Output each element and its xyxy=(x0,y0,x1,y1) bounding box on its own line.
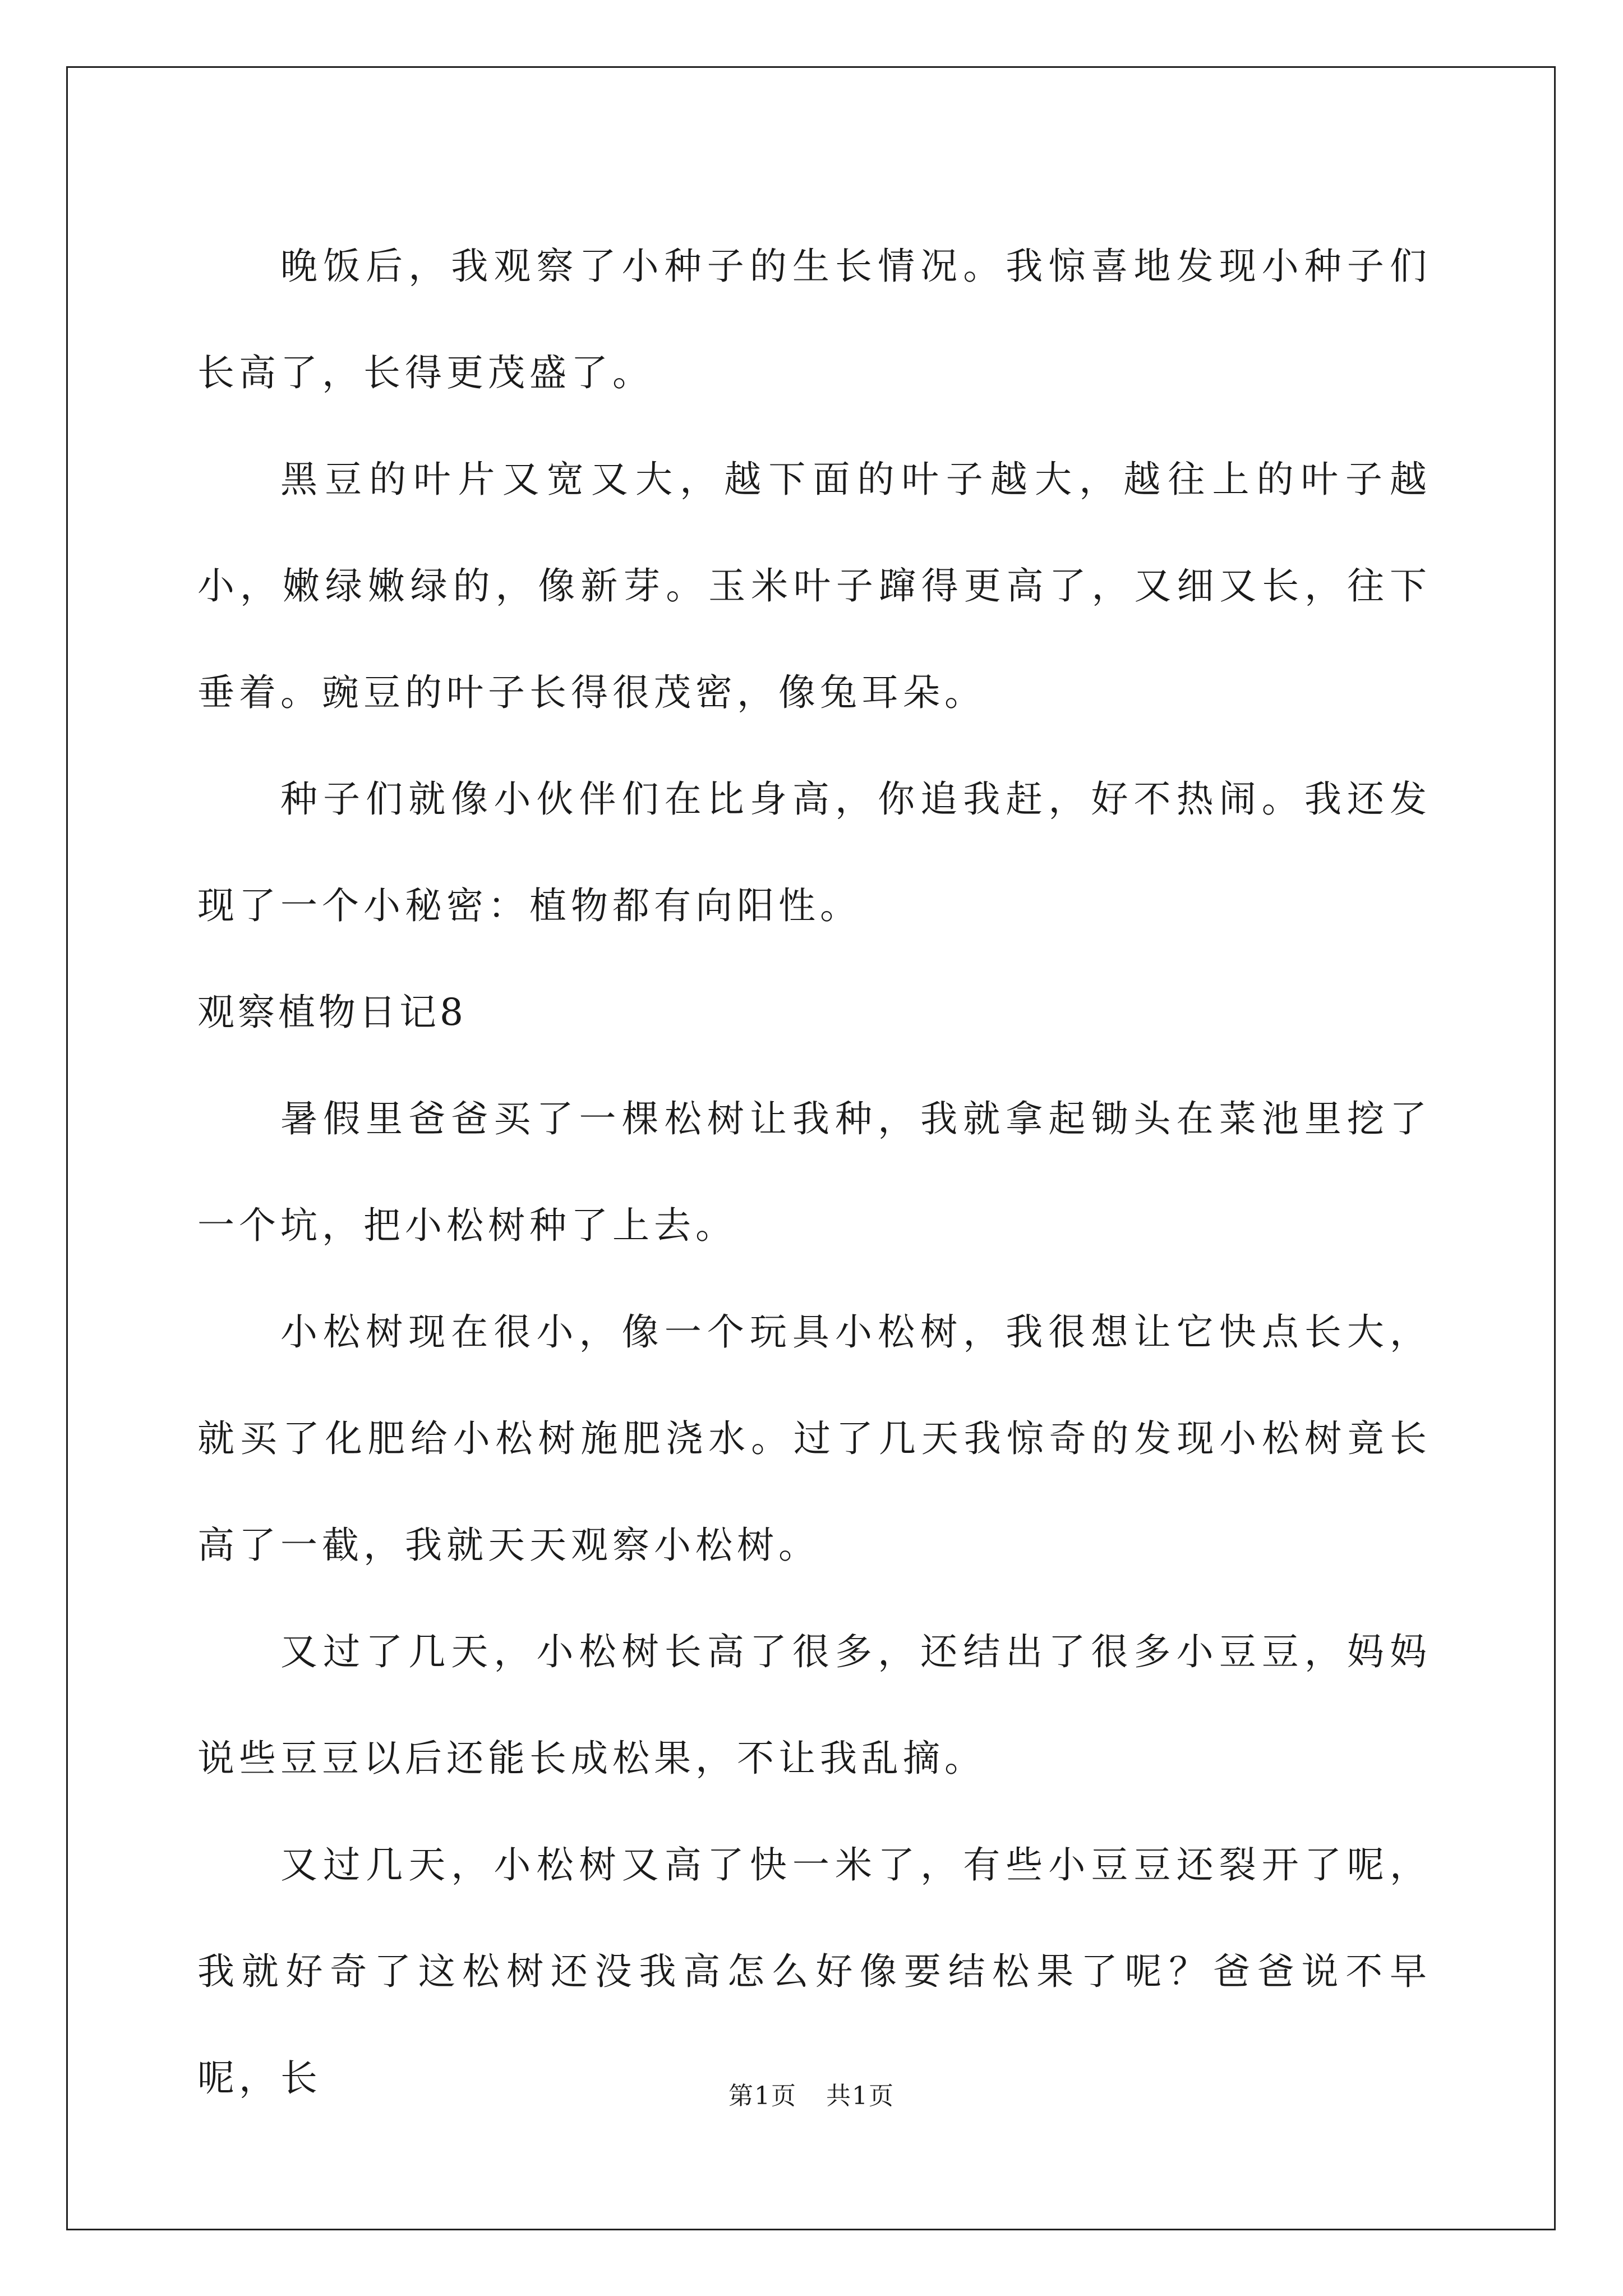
page-footer xyxy=(0,2076,1623,2111)
paragraph: 黑豆的叶片又宽又大，越下面的叶子越大，越往上的叶子越小，嫩绿嫩绿的，像新芽。玉米叶子蹿得更高了，又细又长，往下垂着。豌豆的叶子长得很茂密，像兔耳朵。 xyxy=(197,458,1431,714)
paragraph: 暑假里爸爸买了一棵松树让我种，我就拿起锄头在菜池里挖了一个坑，把小松树种了上去。 xyxy=(197,1097,1431,1247)
paragraph: 又过几天，小松树又高了快一米了，有些小豆豆还裂开了呢，我就好奇了这松树还没我高怎么好像要结松果了呢？爸爸说不早呢，长 xyxy=(197,1843,1431,2100)
paragraph: 种子们就像小伙伴们在比身高，你追我赶，好不热闹。我还发现了一个小秘密：植物都有向阳性。 xyxy=(197,777,1431,927)
paragraph: 小松树现在很小，像一个玩具小松树，我很想让它快点长大，就买了化肥给小松树施肥浇水。过了几天我惊奇的发现小松树竟长高了一截，我就天天观察小松树。 xyxy=(197,1310,1431,1567)
paragraph: 晚饭后，我观察了小种子的生长情况。我惊喜地发现小种子们长高了，长得更茂盛了。 xyxy=(197,245,1431,394)
page-number-total: 共1页 xyxy=(826,2082,895,2110)
document-body xyxy=(197,213,1431,2132)
page-number-current: 第1页 xyxy=(728,2082,797,2110)
section-title: 观察植物日记8 xyxy=(197,991,467,1034)
paragraph: 又过了几天，小松树长高了很多，还结出了很多小豆豆，妈妈说些豆豆以后还能长成松果，不让我乱摘。 xyxy=(197,1630,1431,1780)
